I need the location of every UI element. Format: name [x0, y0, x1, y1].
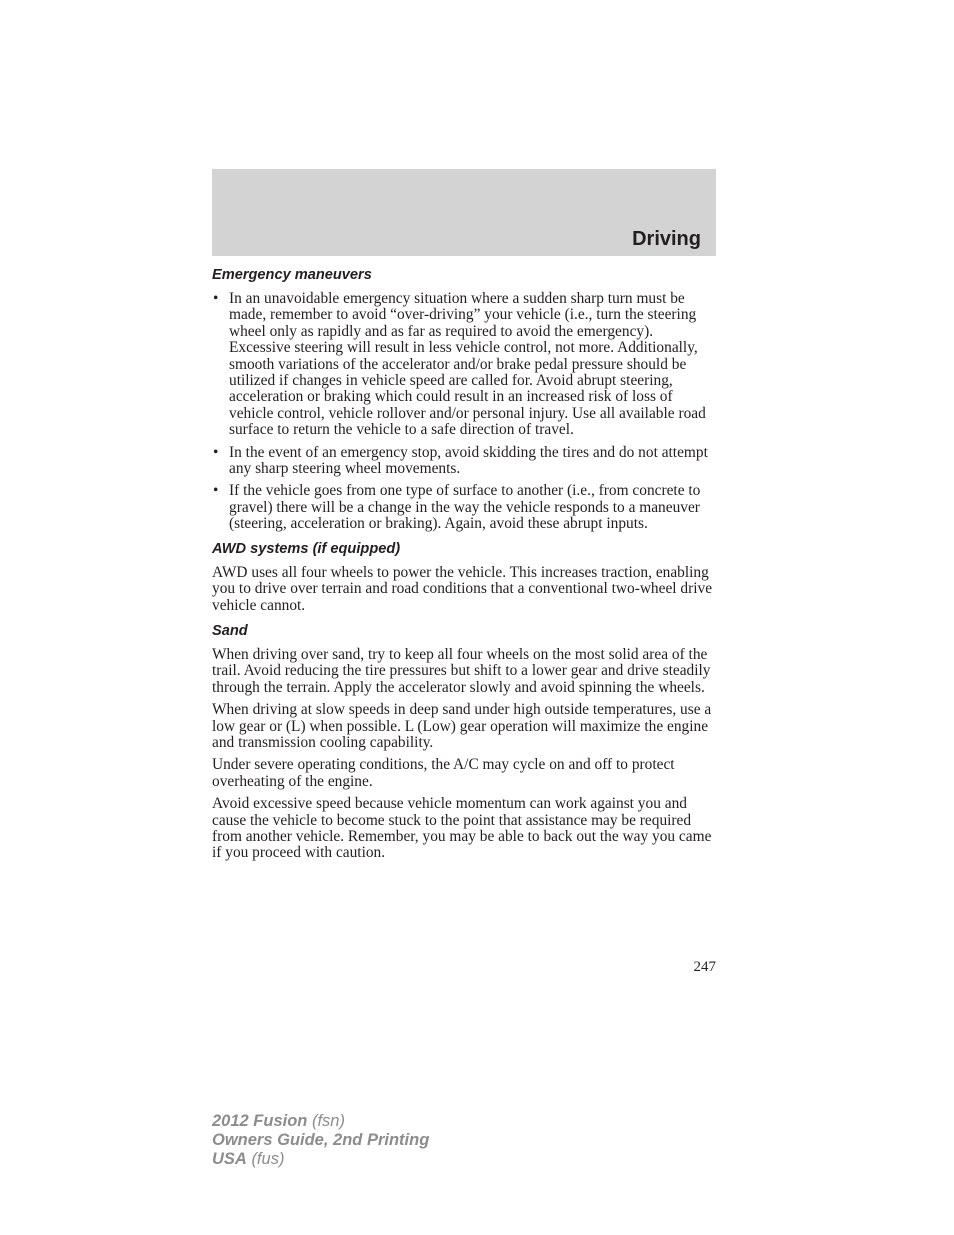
bullet-glyph: • [213, 482, 219, 500]
list-item-text: In an unavoidable emergency situation where a sudden sharp turn must be made, remember to avoid “over-driving” your vehicle (i.e., turn the steering wheel only as rapidly and as far as required to avoid the emergency). Excessive steering will result in less vehicle control, not more. Additionally, smooth variations of the accelerator and/or brake pedal pressure should be utilized if changes in vehicle speed are called for. Avoid abrupt steering, acceleration or braking which could result in an increased risk of loss of vehicle control, vehicle rollover and/or personal injury. Use all available road surface to return the vehicle to a safe direction of travel. [229, 290, 706, 439]
footer-market: USA [212, 1150, 247, 1168]
list-item [212, 291, 716, 439]
list-item-text: If the vehicle goes from one type of surface to another (i.e., from concrete to gravel) there will be a change in the way the vehicle responds to a maneuver (steering, acceleration or braking). Again, avoid these abrupt inputs. [229, 482, 701, 533]
heading-awd-systems: AWD systems (if equipped) [212, 540, 401, 557]
section-header-band [212, 169, 716, 256]
footer-model-code: (fsn) [311, 1112, 345, 1130]
bullet-glyph: • [213, 443, 219, 461]
footer-model: 2012 Fusion [212, 1112, 308, 1130]
sand-paragraph-4: Avoid excessive speed because vehicle momentum can work against you and cause the vehicle to become stuck to the point that assistance may be required from another vehicle. Remember, you may be able to back out the way you came if you proceed with caution. [212, 795, 712, 862]
list-item [212, 445, 716, 478]
footer-guide-edition: Owners Guide, 2nd Printing [212, 1131, 430, 1149]
footer-line-1 [212, 1112, 429, 1131]
page-number: 247 [693, 959, 716, 975]
footer-line-3 [212, 1150, 429, 1169]
bullet-glyph: • [213, 290, 219, 307]
page-content [212, 266, 716, 868]
heading-sand: Sand [212, 622, 248, 639]
list-item [212, 483, 716, 532]
footer-market-code: (fus) [251, 1150, 285, 1168]
sand-paragraph-1: When driving over sand, try to keep all four wheels on the most solid area of the trail. Avoid reducing the tire pressures but shift to a lower gear and drive steadily through the terrain. Apply the accelerator slowly and avoid spinning the wheels. [212, 645, 711, 696]
sand-paragraph-3: Under severe operating conditions, the A/C may cycle on and off to protect overheating of the engine. [212, 756, 675, 790]
document-footer [212, 1112, 429, 1169]
section-title: Driving [632, 228, 701, 250]
list-item-text: In the event of an emergency stop, avoid skidding the tires and do not attempt any sharp steering wheel movements. [229, 443, 708, 478]
awd-paragraph: AWD uses all four wheels to power the vehicle. This increases traction, enabling you to drive over terrain and road conditions that a conventional two-wheel drive vehicle cannot. [212, 563, 713, 614]
sand-paragraph-2: When driving at slow speeds in deep sand under high outside temperatures, use a low gear or (L) when possible. L (Low) gear operation will maximize the engine and transmission cooling capability. [212, 701, 712, 751]
emergency-bullet-list [212, 291, 716, 533]
heading-emergency-maneuvers: Emergency maneuvers [212, 267, 372, 283]
footer-line-2 [212, 1131, 429, 1150]
